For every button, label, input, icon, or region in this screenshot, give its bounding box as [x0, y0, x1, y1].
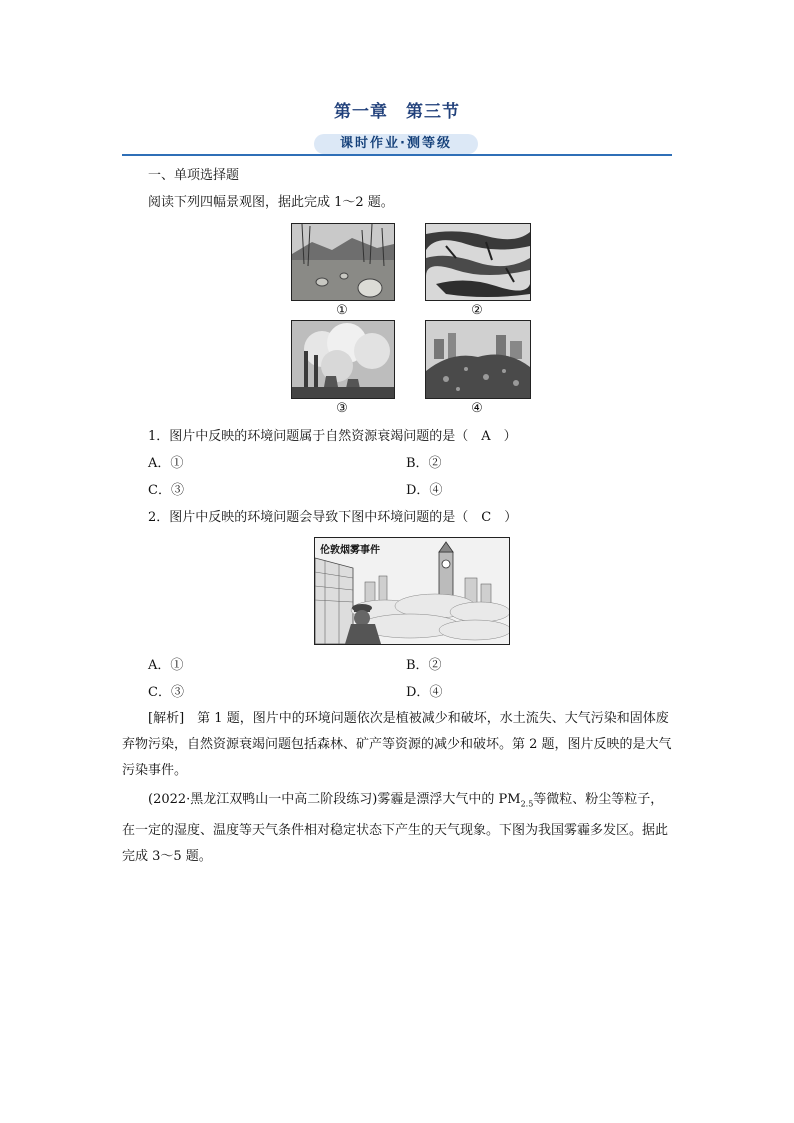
passage-text-after: 等微粒、粉尘等粒子，在一定的湿度、温度等天气条件相对稳定状态下产生的天气现象。下图为我国雾霾多发区。据此完成 3～5 题。 — [122, 792, 669, 864]
q2-option-b: B．② — [406, 658, 442, 673]
section-banner: 课时作业·测等级 — [314, 134, 478, 154]
q2-option-a: A．① — [148, 658, 184, 673]
analysis-text: 第 1 题，图片中的环境问题依次是植被减少和破坏，水土流失、大气污染和固体废弃物污染，自然资源衰竭问题包括森林、矿产等资源的减少和破坏。第 2 题，图片反映的是大气污染事件。 — [122, 711, 672, 778]
q1-option-b: B．② — [406, 456, 442, 471]
caption-4: ④ — [471, 401, 483, 416]
caption-1: ① — [336, 303, 348, 318]
page-title: 第一章 第三节 — [334, 102, 460, 122]
caption-2: ② — [471, 303, 483, 318]
question-1-stem: 1．图片中反映的环境问题属于自然资源衰竭问题的是（ A ） — [148, 429, 517, 444]
q1-option-a: A．① — [148, 456, 184, 471]
photo-soil-erosion — [425, 223, 531, 301]
analysis-label: [解析] — [148, 711, 185, 726]
intro-text: 阅读下列四幅景观图，据此完成 1～2 题。 — [148, 195, 394, 210]
analysis-block — [122, 706, 672, 784]
q2-option-c: C．③ — [148, 685, 184, 700]
photo-deforestation — [291, 223, 395, 301]
q2-option-d: D．④ — [406, 685, 443, 700]
london-smog-illustration — [314, 537, 510, 645]
pm-subscript: 2.5 — [520, 799, 534, 809]
figure-label: 伦敦烟雾事件 — [320, 545, 380, 556]
caption-3: ③ — [336, 401, 348, 416]
section-heading: 一、单项选择题 — [148, 168, 240, 183]
header-divider — [122, 154, 672, 156]
passage-block — [122, 787, 672, 870]
q1-option-c: C．③ — [148, 483, 184, 498]
photo-solid-waste — [425, 320, 531, 399]
passage-text-before: (2022·黑龙江双鸭山一中高二阶段练习)雾霾是漂浮大气中的 PM — [148, 792, 521, 807]
question-2-stem: 2．图片中反映的环境问题会导致下图中环境问题的是（ C ） — [148, 510, 518, 525]
photo-air-pollution — [291, 320, 395, 399]
q1-option-d: D．④ — [406, 483, 443, 498]
